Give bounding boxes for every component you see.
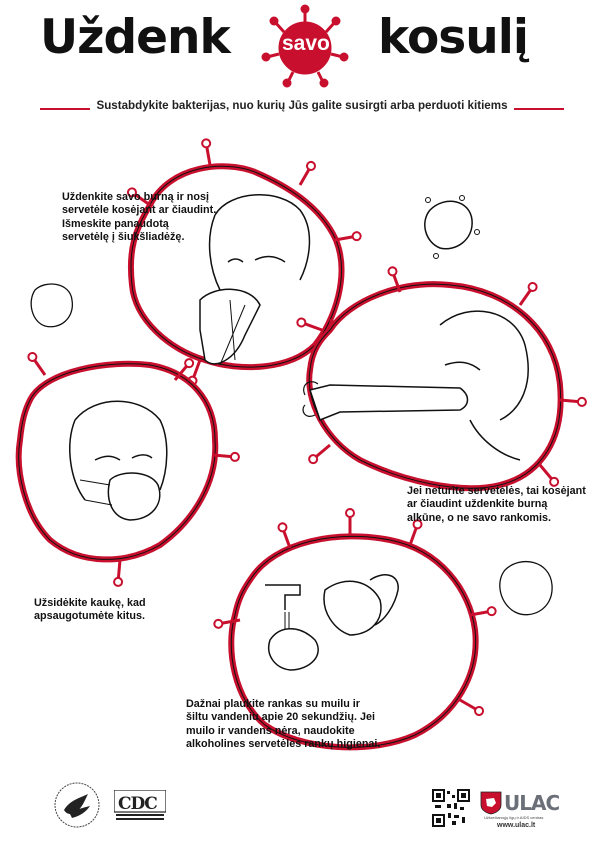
- caption-line: alkūne, o ne savo rankomis.: [407, 511, 552, 524]
- caption-line: Užsidėkite kaukę, kad: [34, 597, 146, 609]
- caption-line: servetėlę į šiukšliadėžę.: [62, 231, 185, 244]
- caption-line: šiltu vandeniu apie 20 sekundžių. Jei: [186, 711, 376, 724]
- caption-line: Uždenkite savo burną ir nosį: [62, 191, 209, 203]
- caption-elbow: [407, 485, 586, 525]
- caption-line: ar čiaudint uždenkite burną: [407, 498, 548, 511]
- title-right-word: kosulį: [378, 10, 528, 65]
- lithuania-coat-of-arms: [480, 791, 502, 815]
- hhs-eagle-logo: [52, 780, 102, 830]
- germ-blob-left: [31, 284, 72, 327]
- ulac-logo-text: ULAC: [504, 791, 560, 815]
- ulac-subtitle: Užkrečiamųjų ligų ir AIDS centras: [484, 815, 544, 820]
- qr-code[interactable]: [432, 789, 470, 827]
- title-left-word: Uždenk: [40, 10, 230, 65]
- cdc-logo-text: CDC: [118, 794, 157, 814]
- caption-line: Jei neturite servetėlės, tai kosėjant: [407, 485, 586, 497]
- subtitle: Sustabdykite bakterijas, nuo kurių Jūs galite susirgti arba perduoti kitiems: [96, 99, 508, 112]
- caption-line: muilo ir vandens nėra, naudokite: [186, 724, 355, 737]
- caption-mask: [34, 597, 146, 624]
- virus-mask: [19, 351, 239, 586]
- caption-line: apsaugotumėte kitus.: [34, 610, 145, 623]
- germ-small-top-right: [425, 196, 480, 259]
- germ-blob-right: [500, 562, 552, 615]
- caption-line: Dažnai plaukite rankas su muilu ir: [186, 698, 361, 710]
- caption-wash: [186, 698, 380, 752]
- caption-line: servetėle kosėjant ar čiaudint.: [62, 204, 217, 217]
- caption-tissue: [62, 191, 216, 245]
- caption-line: alkoholines servetėles rankų higienai.: [186, 738, 381, 751]
- ulac-url-link[interactable]: www.ulac.lt: [497, 822, 536, 829]
- title-middle-word: savo: [282, 32, 330, 55]
- caption-line: Išmeskite panaudotą: [62, 217, 169, 230]
